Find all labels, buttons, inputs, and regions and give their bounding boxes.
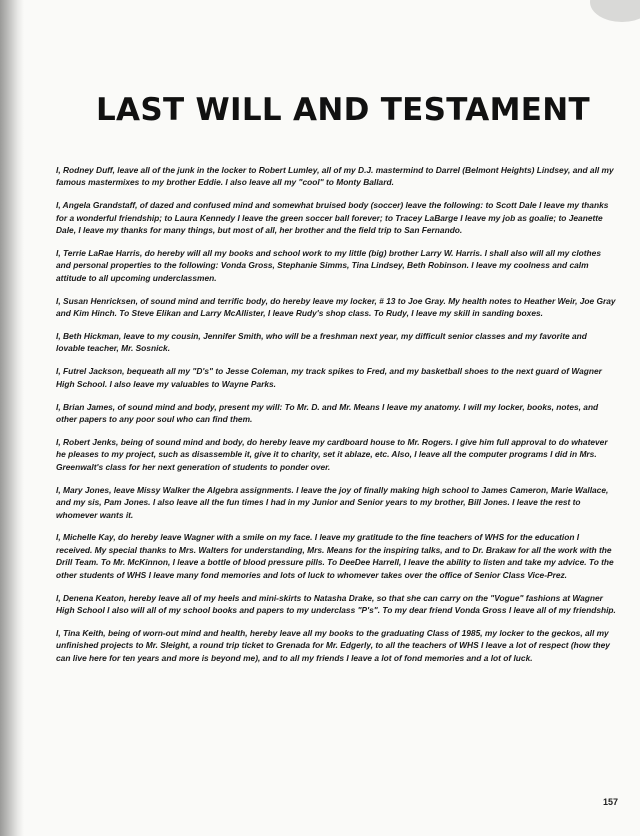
testament-paragraph: I, Mary Jones, leave Missy Walker the Algebra assignments. I leave the joy of finally making high school to James Cameron, Marie Wallace, and my sis, Pam Jones. I also leave all the fun times I had in my Junior and Senior years to my brother, Bill Jones. I leave the rest to whomever wants it.	[56, 484, 609, 520]
page-binding-shadow	[0, 0, 24, 836]
testament-paragraph: I, Futrel Jackson, bequeath all my "D's" to Jesse Coleman, my track spikes to Fred, and my basketball shoes to the next guard of Wagner High School. I also leave my valuables to Wayne Parks.	[56, 366, 602, 389]
testament-paragraph: I, Brian James, of sound mind and body, present my will: To Mr. D. and Mr. Means I leave my anatomy. I will my locker, books, notes, and other papers to any poor soul who can find them.	[56, 401, 599, 425]
testament-paragraph: I, Michelle Kay, do hereby leave Wagner with a smile on my face. I leave my gratitude to the fine teachers of WHS for the education I received. My special thanks to Mrs. Walters for understanding, Mrs. Means for the inspiring talks, and to Dr. Brakaw for all the work with the Drill Team. To Mr. McKinnon, I leave a bottle of blood pressure pills. To DeeDee Harrell, I leave the ability to listen and take my advice. To the other students of WHS I leave many fond memories and lots of luck to whomever takes over the office of Senior Class Vice-Prez.	[56, 532, 614, 580]
testament-paragraph: I, Terrie LaRae Harris, do hereby will all my books and school work to my little (big) brother Larry W. Harris. I shall also will all my clothes and personal properties to the following: Vonda Gross, Stephanie Simms, Tina Lindsey, Beth Robinson. I leave my coolness and calm attitude to all upcoming underclassmen.	[56, 248, 601, 283]
testament-paragraph: I, Tina Keith, being of worn-out mind and health, hereby leave all my books to the graduating Class of 1985, my locker to the geckos, all my unfinished projects to Mr. Sleight, a round trip ticket to Grenada for Mr. Edgerly, to all the teachers of WHS I leave a lot of respect (how they can live here for ten years and more is beyond me), and to all my friends I leave a lot of fond memories and a lot of luck.	[56, 627, 610, 663]
testament-paragraph: I, Denena Keaton, hereby leave all of my heels and mini-skirts to Natasha Drake, so that she can carry on the "Vogue" fashions at Wagner High School I also will all of my school books and papers to my underclass "P's". To my dear friend Vonda Gross I leave all of my friendship.	[56, 592, 616, 615]
testament-paragraph: I, Susan Henricksen, of sound mind and terrific body, do hereby leave my locker, # 13 to Joe Gray. My health notes to Heather Weir, Joe Gray and Kim Hinch. To Steve Elikan and Larry McAllister, I leave Rudy's shop class. To Rudy, I leave my skill in sanding boxes.	[56, 295, 616, 319]
testament-body	[56, 164, 616, 675]
testament-paragraph: I, Robert Jenks, being of sound mind and body, do hereby leave my cardboard house to Mr. Rogers. I give him full approval to do whatever he pleases to my project, such as disassemble it, give it to charity, set it ablaze, etc. Also, I leave all the computer programs I did in Mrs. Greenwalt's class for her next generation of students to ponder over.	[56, 437, 608, 472]
page-corner-shadow	[590, 0, 640, 22]
testament-paragraph: I, Beth Hickman, leave to my cousin, Jennifer Smith, who will be a freshman next year, my difficult senior classes and my favorite and lovable teacher, Mr. Sosnick.	[56, 331, 587, 354]
page-number: 157	[602, 797, 618, 807]
testament-paragraph: I, Rodney Duff, leave all of the junk in the locker to Robert Lumley, all of my D.J. mastermind to Darrel (Belmont Heights) Lindsey, and all my famous mastermixes to my brother Eddie. I also leave all my "cool" to Monty Ballard.	[56, 165, 614, 188]
testament-paragraph: I, Angela Grandstaff, of dazed and confused mind and somewhat bruised body (soccer) leave the following: to Scott Dale I leave my thanks for a wonderful friendship; to Laura Kennedy I leave the green soccer ball forever; to Tracey LaBarge I leave my job as goalie; to Jeanette Dale, I leave my thanks for many things, but most of all, her brother and the field trip to San Fernando.	[56, 200, 609, 236]
page-title: LAST WILL AND TESTAMENT	[96, 92, 590, 128]
